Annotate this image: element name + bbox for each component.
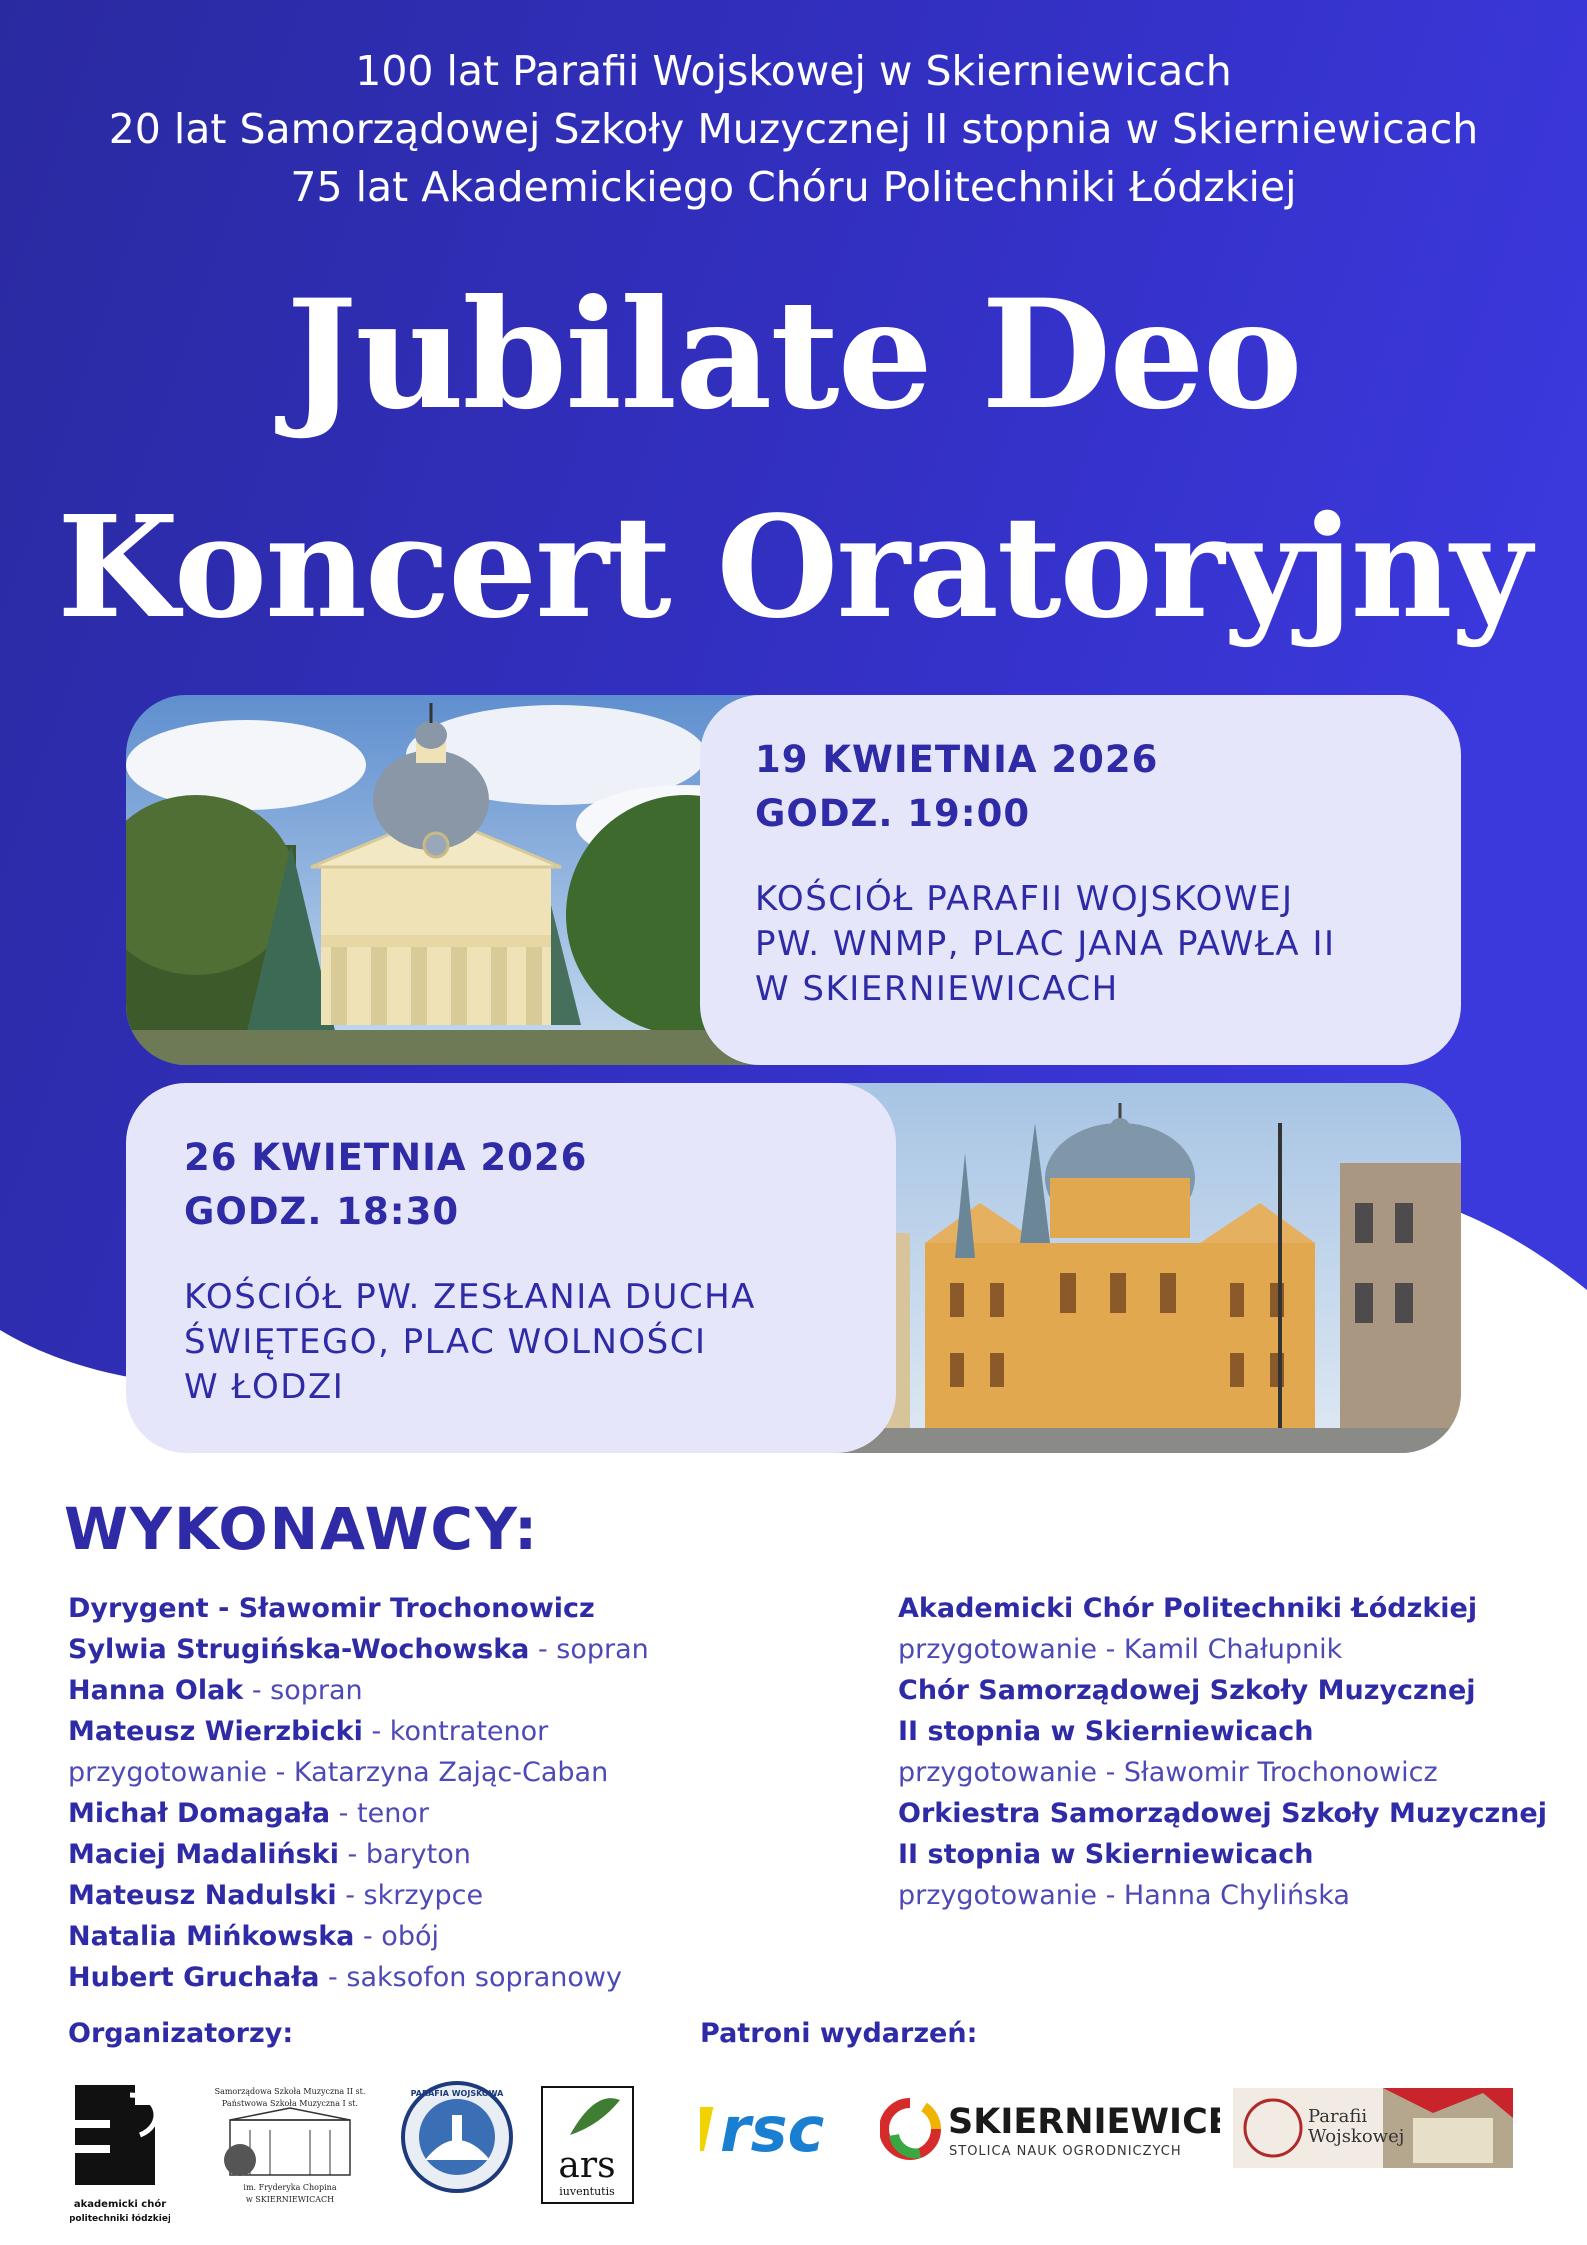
patrons-label: Patroni wydarzeń:: [700, 2018, 978, 2049]
anniversary-line-2: 20 lat Samorządowej Szkoły Muzycznej II stopnia w Skierniewicach: [108, 105, 1479, 153]
event-2-place-line: W ŁODZI: [184, 1367, 345, 1407]
parish-100-logo: [1233, 2088, 1513, 2168]
performer-row: Mateusz Nadulski - skrzypce: [68, 1880, 484, 1911]
school-logo-text: w SKIERNIEWICACH: [245, 2195, 335, 2204]
school-logo-text: Państwowa Szkoła Muzyczna I st.: [221, 2099, 359, 2108]
ars-iuventutis-logo: [540, 2085, 635, 2205]
performer-row: przygotowanie - Sławomir Trochonowicz: [898, 1757, 1438, 1788]
performer-row: przygotowanie - Hanna Chylińska: [898, 1880, 1350, 1911]
choir-logo-text: akademicki chór: [73, 2199, 167, 2210]
performer-row: Sylwia Strugińska-Wochowska - sopran: [68, 1634, 649, 1665]
performer-row: Natalia Mińkowska - obój: [68, 1921, 439, 1952]
event-2-place-line: ŚWIĘTEGO, PLAC WOLNOŚCI: [184, 1322, 707, 1362]
event-1-place-line: KOŚCIÓŁ PARAFII WOJSKOWEJ: [755, 879, 1294, 919]
military-parish-logo: [400, 2080, 515, 2195]
parish-logo-text: PARAFIA WOJSKOWA: [410, 2089, 504, 2098]
event-2-place: [184, 1275, 896, 1410]
organizers-label: Organizatorzy:: [68, 2018, 294, 2049]
event-card-1: [700, 695, 1461, 1065]
event-1-time: GODZ. 19:00: [755, 792, 1031, 835]
city-logo-text: STOLICA NAUK OGRODNICZYCH: [949, 2144, 1182, 2159]
church-skierniewice-photo: [126, 695, 766, 1065]
church-lodz-photo: [820, 1083, 1461, 1453]
event-1-date: 19 KWIETNIA 2026: [755, 738, 1159, 781]
ars-logo-text: ars: [558, 2145, 616, 2186]
performer-row: Akademicki Chór Politechniki Łódzkiej: [898, 1593, 1478, 1624]
rsc-logo-text: rsc: [720, 2093, 825, 2165]
performer-row: Orkiestra Samorządowej Szkoły Muzycznej: [898, 1798, 1547, 1829]
performer-row: II stopnia w Skierniewicach: [898, 1839, 1314, 1870]
performer-row: Hubert Gruchała - saksofon sopranowy: [68, 1962, 622, 1993]
event-2-date: 26 KWIETNIA 2026: [184, 1136, 588, 1179]
skierniewice-city-logo: [880, 2095, 1220, 2165]
choir-logo: [70, 2085, 170, 2235]
event-1-place-line: W SKIERNIEWICACH: [755, 969, 1119, 1009]
music-school-logo: [200, 2080, 380, 2210]
event-card-2: [126, 1083, 896, 1453]
anniversary-line-1: 100 lat Parafii Wojskowej w Skierniewicach: [355, 47, 1232, 95]
performers-title: WYKONAWCY:: [64, 1495, 540, 1563]
performer-row: przygotowanie - Kamil Chałupnik: [898, 1634, 1343, 1665]
ars-logo-text: iuventutis: [559, 2185, 615, 2198]
parish100-logo-text: Parafii: [1308, 2106, 1368, 2127]
event-1-place: [755, 877, 1461, 1012]
anniversary-line-3: 75 lat Akademickiego Chóru Politechniki Łódzkiej: [290, 163, 1297, 211]
title-koncert-oratoryjny: Koncert Oratoryjny: [57, 486, 1530, 650]
title-jubilate-deo: Jubilate Deo: [286, 267, 1301, 443]
performers-left-column: [68, 1588, 649, 1998]
school-logo-text: Samorządowa Szkoła Muzyczna II st.: [214, 2087, 366, 2096]
performer-row: Mateusz Wierzbicki - kontratenor: [68, 1716, 549, 1747]
school-logo-text: im. Fryderyka Chopina: [243, 2183, 337, 2192]
performer-row: Hanna Olak - sopran: [68, 1675, 363, 1706]
event-2-place-line: KOŚCIÓŁ PW. ZESŁANIA DUCHA: [184, 1277, 756, 1317]
performer-row: przygotowanie - Katarzyna Zając-Caban: [68, 1757, 609, 1788]
rsc-logo: [700, 2085, 865, 2165]
performers-right-column: [898, 1588, 1547, 1916]
performer-row: Chór Samorządowej Szkoły Muzycznej: [898, 1675, 1476, 1706]
performer-row: Dyrygent - Sławomir Trochonowicz: [68, 1593, 595, 1624]
parish100-logo-text: Wojskowej: [1308, 2126, 1405, 2147]
event-1-place-line: PW. WNMP, PLAC JANA PAWŁA II: [755, 924, 1336, 964]
city-logo-text: SKIERNIEWICE: [948, 2102, 1220, 2142]
choir-logo-text: politechniki łódzkiej: [70, 2214, 170, 2224]
performer-row: Maciej Madaliński - baryton: [68, 1839, 471, 1870]
event-2-time: GODZ. 18:30: [184, 1190, 460, 1233]
performer-row: Michał Domagała - tenor: [68, 1798, 429, 1829]
performer-row: II stopnia w Skierniewicach: [898, 1716, 1314, 1747]
